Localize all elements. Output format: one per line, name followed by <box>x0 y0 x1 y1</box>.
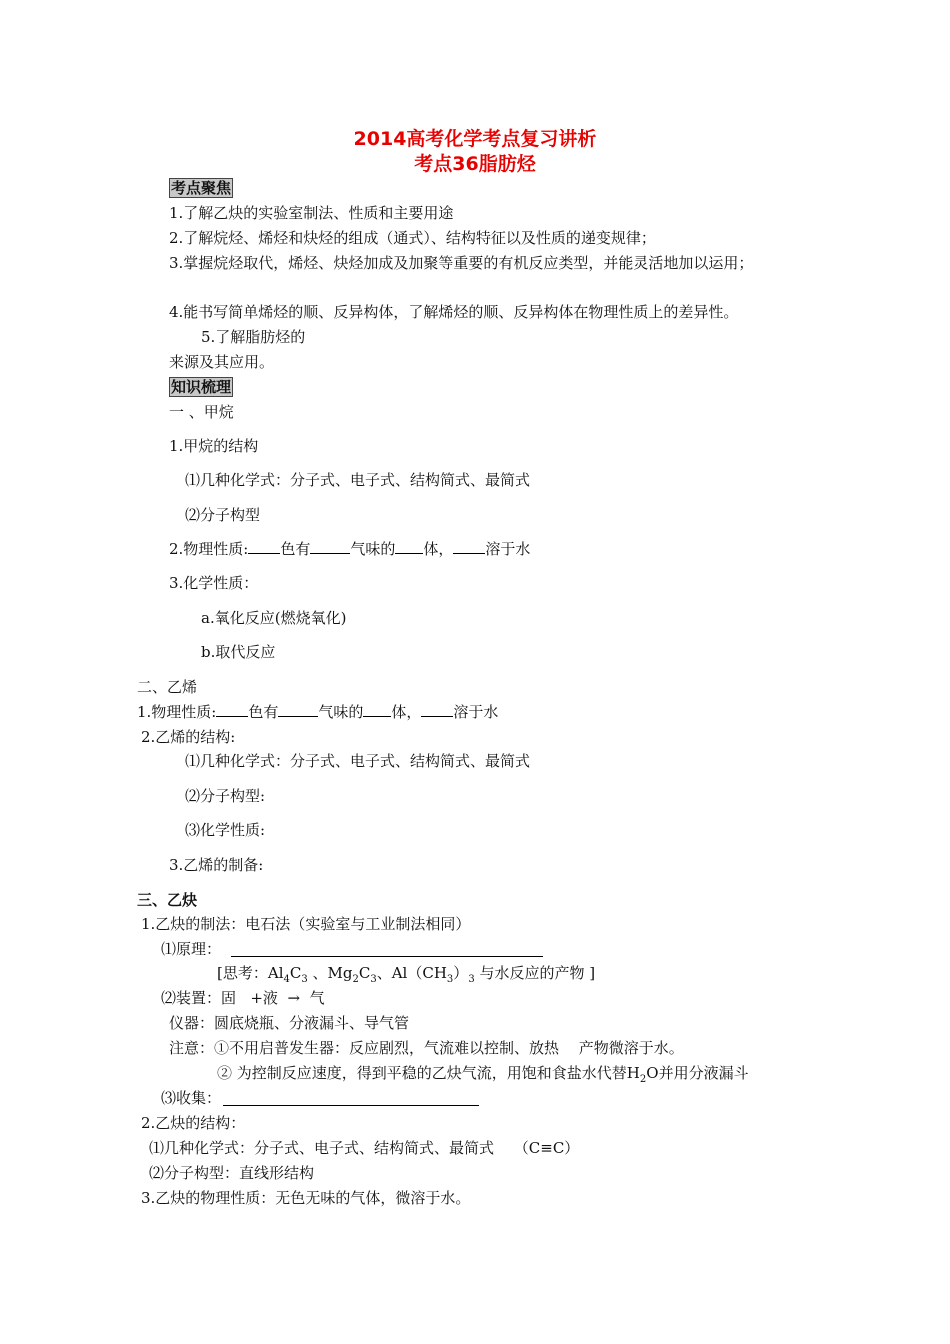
methane-formulas: ⑴几种化学式：分子式、电子式、结构简式、最简式 <box>185 471 531 489</box>
ethylene-formulas: ⑴几种化学式：分子式、电子式、结构简式、最简式 <box>185 752 531 770</box>
principle-answer-line <box>231 956 543 957</box>
methane-chem-a: a.氧化反应(燃烧氧化) <box>201 609 347 627</box>
blank-color <box>248 539 280 554</box>
ethylene-phys-e: 溶于水 <box>453 703 499 721</box>
ethylene-physical <box>137 702 498 722</box>
ethylene-phys-b: 色有 <box>248 703 279 721</box>
think-c2-sub: 3 <box>370 974 377 985</box>
think-al-sub: 4 <box>283 974 290 985</box>
methane-phys-label: 2.物理性质: <box>169 540 249 558</box>
acetylene-shape: ⑵分子构型：直线形结构 <box>149 1164 315 1182</box>
blank-smell <box>278 702 318 717</box>
acetylene-method: 1.乙炔的制法：电石法（实验室与工业制法相同） <box>141 915 471 933</box>
blank-solubility <box>453 539 485 554</box>
methane-shape: ⑵分子构型 <box>185 506 261 524</box>
think-mg: Mg <box>327 964 353 982</box>
knowledge-heading <box>169 377 233 397</box>
methane-phys-e: 溶于水 <box>485 540 531 558</box>
acetylene-collect: ⑶收集： <box>161 1089 222 1107</box>
acetylene-principle: ⑴原理： <box>161 940 222 958</box>
ethylene-phys-d: 体， <box>391 703 422 721</box>
focus-item-2: 2.了解烷烃、烯烃和炔烃的组成（通式）、结构特征以及性质的递变规律； <box>169 229 656 247</box>
think-mg-sub: 2 <box>352 974 359 985</box>
methane-physical <box>169 539 530 559</box>
think-c-sub: 3 <box>301 974 308 985</box>
acetylene-device <box>161 988 325 1008</box>
think-open: [思考： <box>217 964 268 982</box>
note2-h-sub: 2 <box>639 1074 647 1085</box>
knowledge-heading-label: 知识梳理 <box>171 378 232 396</box>
methane-chem-b: b.取代反应 <box>201 643 276 661</box>
ethylene-heading: 二、乙烯 <box>137 678 198 696</box>
focus-item-1: 1.了解乙炔的实验室制法、性质和主要用途 <box>169 204 454 222</box>
acetylene-note-2 <box>217 1063 749 1090</box>
focus-heading <box>169 178 233 198</box>
methane-heading: 一 、甲烷 <box>169 403 234 421</box>
methane-phys-d: 体， <box>423 540 454 558</box>
methane-phys-c: 气味的 <box>350 540 396 558</box>
acetylene-instruments: 仪器：圆底烧瓶、分液漏斗、导气管 <box>169 1014 410 1032</box>
device-solid: ⑵装置：固 <box>161 989 237 1007</box>
think-paren-sub: 3 <box>468 974 475 985</box>
acetylene-physical: 3.乙炔的物理性质：无色无味的气体，微溶于水。 <box>141 1189 471 1207</box>
focus-heading-label: 考点聚焦 <box>171 179 232 197</box>
acetylene-formulas: ⑴几种化学式：分子式、电子式、结构简式、最简式 （C≡C） <box>149 1139 580 1157</box>
think-tail: 与水反应的产物 ] <box>474 964 596 982</box>
blank-smell <box>310 539 350 554</box>
think-sep1: 、 <box>307 964 328 982</box>
focus-item-5-cont: 来源及其应用。 <box>169 353 275 371</box>
device-liquid: +液 <box>250 989 278 1007</box>
page-title: 2014高考化学考点复习讲析 <box>353 128 597 150</box>
note2-text: ② 为控制反应速度，得到平稳的乙炔气流，用饱和食盐水代替 <box>217 1064 627 1082</box>
blank-state <box>395 539 423 554</box>
arrow-icon: → <box>287 989 301 1007</box>
think-paren: ） <box>453 964 469 982</box>
focus-item-4: 4.能书写简单烯烃的顺、反异构体，了解烯烃的顺、反异构体在物理性质上的差异性。 <box>169 303 739 321</box>
acetylene-structure: 2.乙炔的结构： <box>141 1114 246 1132</box>
note2-h: H <box>626 1064 640 1082</box>
page-subtitle: 考点36脂肪烃 <box>414 153 536 175</box>
blank-state <box>363 702 391 717</box>
device-gas: 气 <box>309 989 325 1007</box>
note2-tail: 并用分液漏斗 <box>658 1064 749 1082</box>
think-al: Al <box>267 964 284 982</box>
collect-answer-line <box>223 1105 479 1106</box>
ethylene-structure: 2.乙烯的结构: <box>141 728 236 746</box>
ethylene-prep: 3.乙烯的制备: <box>169 856 264 874</box>
methane-chem: 3.化学性质： <box>169 574 259 592</box>
think-ch-sub: 3 <box>446 974 454 985</box>
focus-item-3: 3.掌握烷烃取代，烯烃、炔烃加成及加聚等重要的有机反应类型，并能灵活地加以运用； <box>169 254 754 272</box>
methane-structure: 1.甲烷的结构 <box>169 437 259 455</box>
methane-phys-b: 色有 <box>280 540 311 558</box>
ethylene-phys-c: 气味的 <box>318 703 364 721</box>
acetylene-heading: 三、乙炔 <box>137 891 198 909</box>
blank-color <box>216 702 248 717</box>
ethylene-chem: ⑶化学性质: <box>185 821 266 839</box>
think-c2: C <box>358 964 371 982</box>
acetylene-note-1: 注意：①不用启普发生器：反应剧烈，气流难以控制、放热 产物微溶于水。 <box>169 1039 684 1057</box>
acetylene-think <box>217 963 595 990</box>
think-c: C <box>289 964 302 982</box>
note2-o: O <box>646 1064 659 1082</box>
think-sep2: 、Al（CH <box>376 964 447 982</box>
blank-solubility <box>421 702 453 717</box>
ethylene-shape: ⑵分子构型: <box>185 787 266 805</box>
focus-item-5: 5.了解脂肪烃的 <box>201 328 306 346</box>
ethylene-phys-label: 1.物理性质: <box>137 703 217 721</box>
